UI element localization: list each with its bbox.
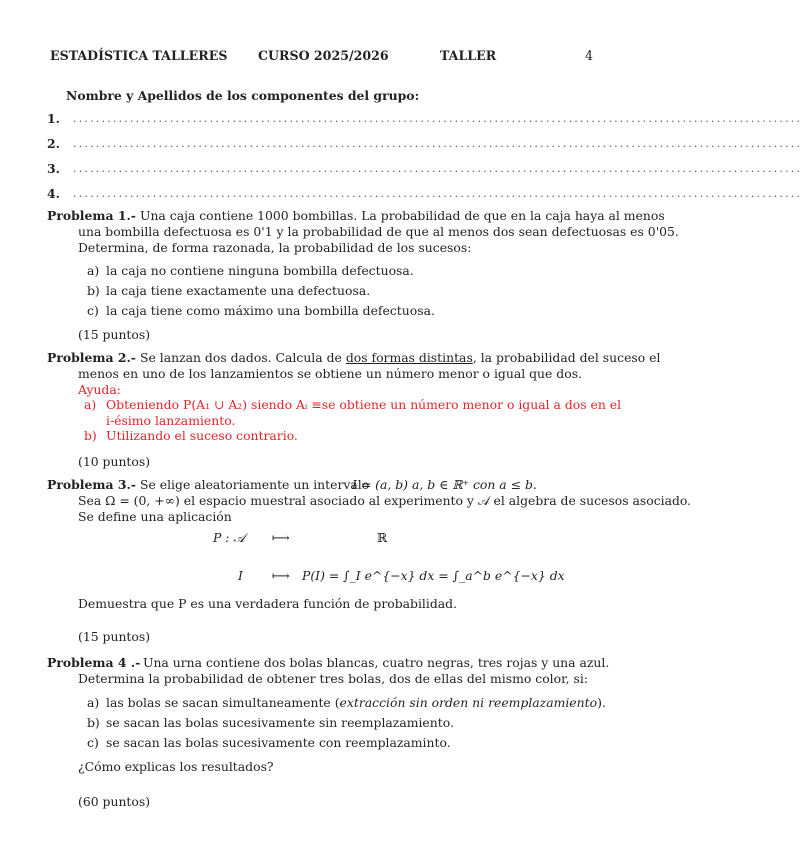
list-item: la caja tiene como máximo una bombilla defectuosa. xyxy=(106,303,435,318)
list-marker: a) xyxy=(87,695,100,710)
map-domain: P : 𝒜 xyxy=(213,530,246,545)
problem-3-label: Problema 3.- xyxy=(47,477,136,492)
list-item: las bolas se sacan simultaneamente (extracción sin orden ni reemplazamiento). xyxy=(106,695,606,710)
name-line-dots[interactable]: ................................................................................................................................ xyxy=(73,137,802,150)
name-line-number: 1. xyxy=(47,111,60,126)
problem-4-text: Una urna contiene dos bolas blancas, cuatro negras, tres rojas y una azul. xyxy=(143,655,610,670)
list-marker: a) xyxy=(87,263,100,278)
problem-3-points: (15 puntos) xyxy=(78,629,151,644)
help-label: Ayuda: xyxy=(78,382,121,397)
name-line-number: 2. xyxy=(47,136,60,151)
help-item: i-ésimo lanzamiento. xyxy=(106,413,236,428)
underlined-phrase: dos formas distintas xyxy=(345,350,473,365)
integral-formula: P(I) = ∫_I e^{−x} dx = ∫_a^b e^{−x} dx xyxy=(302,568,565,583)
list-item: se sacan las bolas sucesivamente con reemplazaminto. xyxy=(106,735,451,750)
map-arrow: ⟼ xyxy=(272,530,290,545)
interval-formula: I = (a, b) a, b ∈ ℝ⁺ con a ≤ b. xyxy=(352,477,537,492)
problem-3-text: Sea Ω = (0, +∞) el espacio muestral asociado al experimento y 𝒜 el algebra de sucesos asociado. xyxy=(78,493,692,508)
list-item: la caja no contiene ninguna bombilla defectuosa. xyxy=(106,263,414,278)
list-marker: c) xyxy=(87,735,99,750)
problem-3-text: Se define una aplicación xyxy=(78,509,232,524)
problem-4-label: Problema 4 .- xyxy=(47,655,141,670)
page-number: 4 xyxy=(585,48,594,63)
group-title: Nombre y Apellidos de los componentes del grupo: xyxy=(66,88,420,103)
name-line-number: 4. xyxy=(47,186,60,201)
header-course: ESTADÍSTICA TALLERES xyxy=(50,48,228,63)
header-type: TALLER xyxy=(440,48,497,63)
map-codomain: ℝ xyxy=(377,530,388,545)
problem-2-text: Se lanzan dos dados. Calcula de dos formas distintas, la probabilidad del suceso el xyxy=(140,350,661,365)
problem-2-label: Problema 2.- xyxy=(47,350,136,365)
list-marker: b) xyxy=(87,715,100,730)
problem-3-text: Se elige aleatoriamente un intervalo xyxy=(140,477,370,492)
problem-4-question: ¿Cómo explicas los resultados? xyxy=(78,759,274,774)
problem-2-text: menos en uno de los lanzamientos se obtiene un número menor o igual que dos. xyxy=(78,366,582,381)
problem-2-points: (10 puntos) xyxy=(78,454,151,469)
help-item: Utilizando el suceso contrario. xyxy=(106,428,298,443)
list-marker: b) xyxy=(87,283,100,298)
list-marker: b) xyxy=(84,428,97,443)
name-line-dots[interactable]: ................................................................................................................................ xyxy=(73,187,802,200)
problem-3-text: Demuestra que P es una verdadera función de probabilidad. xyxy=(78,596,458,611)
name-line-number: 3. xyxy=(47,161,60,176)
name-line-dots[interactable]: ................................................................................................................................ xyxy=(73,162,802,175)
list-marker: c) xyxy=(87,303,99,318)
name-line-dots[interactable]: ................................................................................................................................ xyxy=(73,112,802,125)
problem-4-text: Determina la probabilidad de obtener tres bolas, dos de ellas del mismo color, si: xyxy=(78,671,589,686)
problem-4-points: (60 puntos) xyxy=(78,794,151,809)
list-marker: a) xyxy=(84,397,97,412)
map-element: I xyxy=(238,568,243,583)
help-item: Obteniendo P(A₁ ∪ A₂) siendo Aᵢ ≡se obtiene un número menor o igual a dos en el xyxy=(106,397,622,412)
problem-1-label: Problema 1.- xyxy=(47,208,136,223)
list-item: se sacan las bolas sucesivamente sin reemplazamiento. xyxy=(106,715,454,730)
problem-1-text: una bombilla defectuosa es 0'1 y la probabilidad de que al menos dos sean defectuosas es 0'05. xyxy=(78,224,679,239)
list-item: la caja tiene exactamente una defectuosa. xyxy=(106,283,371,298)
header-year: CURSO 2025/2026 xyxy=(258,48,389,63)
problem-1-text: Una caja contiene 1000 bombillas. La probabilidad de que en la caja haya al menos xyxy=(140,208,665,223)
problem-1-points: (15 puntos) xyxy=(78,327,151,342)
problem-1-text: Determina, de forma razonada, la probabilidad de los sucesos: xyxy=(78,240,472,255)
map-arrow: ⟼ xyxy=(272,568,290,583)
